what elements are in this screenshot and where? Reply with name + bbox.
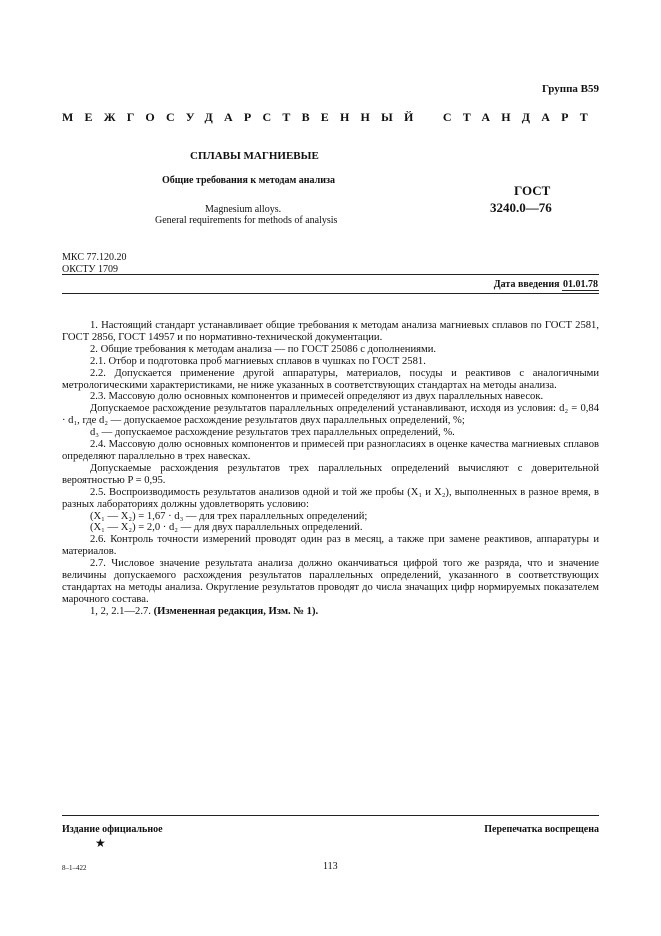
gost-label: ГОСТ: [514, 183, 551, 198]
paragraph-tolerance: [62, 403, 599, 427]
date-divider: [62, 293, 599, 294]
print-code: 8–1–422: [62, 864, 87, 872]
paragraph-2-2: 2.2. Допускается применение другой аппаратуры, материалов, посуды и реактивов с аналогичными метрологическими характеристиками, не ниже указанных в соответствующих стандартах на методы анализа.: [62, 367, 599, 391]
paragraph-2-7: 2.7. Числовое значение результата анализа должно оканчиваться цифрой того же разряда, что и значение величины допускаемого расхождения результатов параллельных определений, указанного в соответствующих стандартах на методы анализа. Округление результатов проводят до числа значащих цифр нормируемых показателем марочного состава.: [62, 558, 599, 605]
header-divider: [62, 274, 599, 275]
document-subtitle: Общие требования к методам анализа: [162, 175, 336, 186]
effective-date-label: Дата введения: [493, 279, 560, 290]
reprint-notice: Перепечатка воспрещена: [484, 824, 599, 835]
tolerance-text: Допускаемое расхождение результатов параллельных определений устанавливают, исходя из условия:: [90, 403, 560, 415]
tolerance-definition: где d₂ — допускаемое расхождение результатов двух параллельных определений, %;: [79, 415, 465, 427]
paragraph-d3-definition: d₃ — допускаемое расхождение результатов трех параллельных определений, %.: [90, 427, 455, 439]
classification-group: Группа В59: [541, 83, 599, 95]
footer-divider: [62, 815, 599, 816]
paragraph-amendment: [62, 606, 599, 618]
banner-interstate: МЕЖГОСУДАРСТВЕННЫЙ: [62, 110, 425, 124]
amendment-note: (Измененная редакция, Изм. № 1).: [153, 605, 319, 617]
standard-banner: [62, 110, 599, 125]
paragraph-2-1: 2.1. Отбор и подготовка проб магниевых сплавов в чушках по ГОСТ 2581.: [90, 355, 426, 367]
english-title-line2: General requirements for methods of analysis: [155, 215, 338, 226]
paragraph-1: 1. Настоящий стандарт устанавливает общие требования к методам анализа магниевых сплавов по ГОСТ 2581, ГОСТ 2856, ГОСТ 14957 и по нормативно-технической документации.: [62, 320, 599, 343]
paragraph-2: 2. Общие требования к методам анализа — по ГОСТ 25086 с дополнениями.: [90, 343, 437, 355]
effective-date: [494, 279, 599, 290]
effective-date-value: 01.01.78: [563, 279, 598, 290]
tolerance-formula: d₂ = 0,84 · d₁,: [62, 403, 599, 427]
paragraph-confidence: Допускаемые расхождения результатов трех параллельных определений вычисляют с доверительной вероятностью P = 0,95.: [62, 462, 599, 486]
paragraph-2-5: 2.5. Воспроизводимость результатов анализов одной и той же пробы (X₁ и X₂), выполненных в разное время, в разных лабораториях должны удовлетворять условию:: [62, 486, 599, 510]
banner-standard: СТАНДАРТ: [442, 110, 599, 124]
paragraph-2-3: 2.3. Массовую долю основных компонентов и примесей определяют из двух параллельных навесок.: [90, 391, 544, 403]
mks-code: МКС 77.120.20: [62, 252, 127, 263]
paragraph-2-4: 2.4. Массовую долю основных компонентов и примесей при разногласиях в оценке качества магниевых сплавов определяют параллельно в трех навесках.: [62, 439, 599, 462]
paragraph-2-6: 2.6. Контроль точности измерений проводят один раз в месяц, а также при замене реактивов, аппаратуры и материалов.: [62, 534, 599, 558]
formula-three-determinations: (X₁ — X₂) = 1,67 · d₃ — для трех параллельных определений;: [90, 510, 368, 522]
amendment-sections: 1, 2, 2.1—2.7.: [90, 605, 154, 617]
english-title-line1: Magnesium alloys.: [205, 204, 282, 215]
document-body: [62, 320, 599, 618]
gost-number: 3240.0—76: [490, 200, 552, 215]
page-number: 113: [323, 861, 338, 872]
document-title: СПЛАВЫ МАГНИЕВЫЕ: [190, 150, 319, 162]
official-edition: Издание официальное: [62, 824, 163, 835]
okstu-code: ОКСТУ 1709: [62, 264, 119, 275]
star-icon: ★: [95, 836, 106, 850]
formula-two-determinations: (X₁ — X₂) = 2,0 · d₂ — для двух параллельных определений.: [90, 522, 363, 534]
